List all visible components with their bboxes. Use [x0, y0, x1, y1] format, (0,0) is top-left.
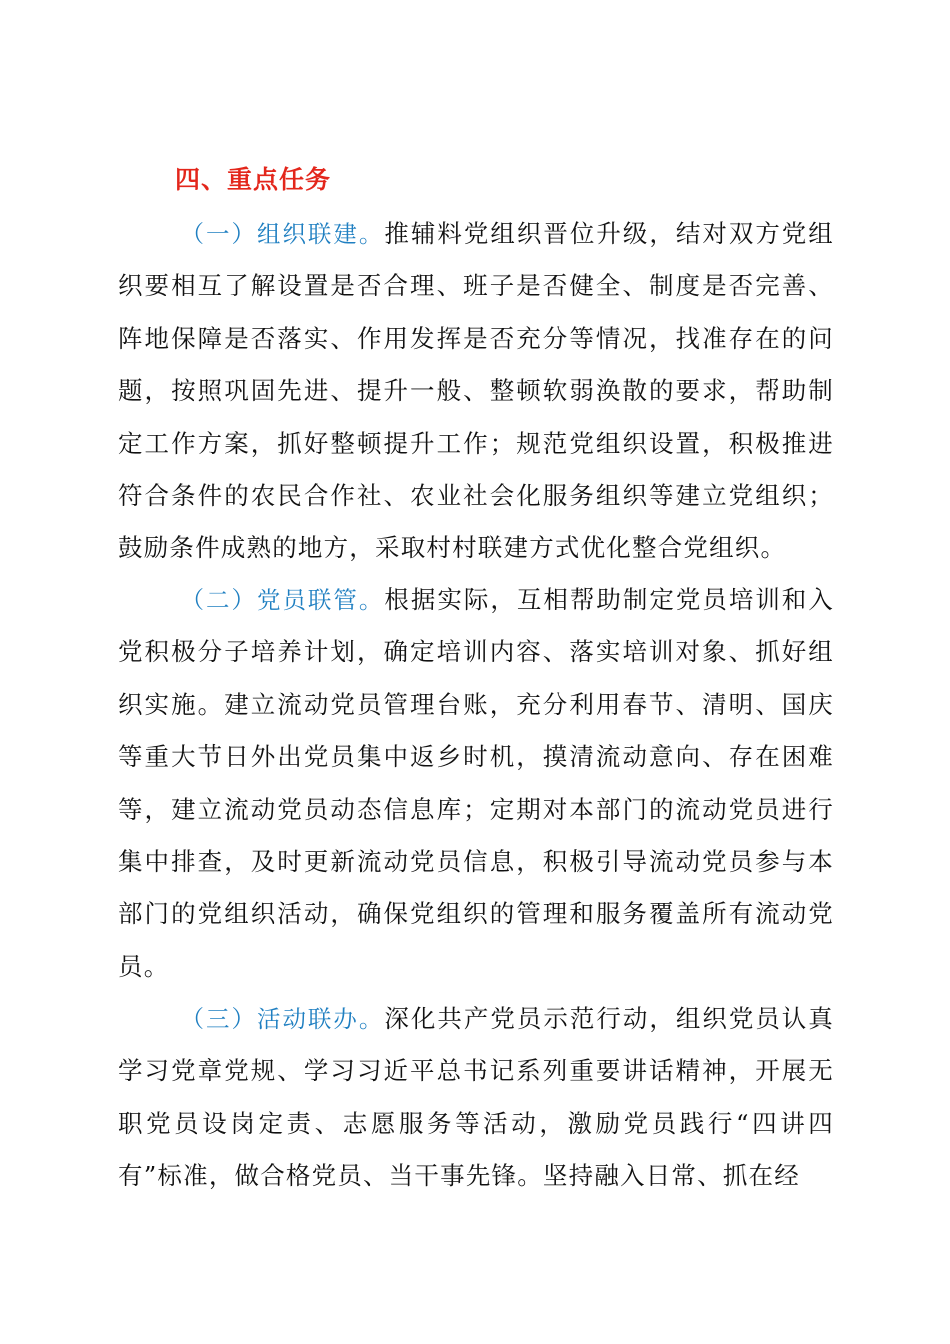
paragraph-lead: （二）党员联管。	[180, 586, 385, 614]
paragraph-organization	[118, 208, 834, 575]
paragraph-lead: （一）组织联建。	[180, 220, 385, 248]
paragraph-member-management	[118, 574, 834, 993]
section-heading: 四、重点任务	[175, 165, 332, 194]
paragraph-body: 推辅料党组织晋位升级，结对双方党组织要相互了解设置是否合理、班子是否健全、制度是否完善、阵地保障是否落实、作用发挥是否充分等情况，找准存在的问题，按照巩固先进、提升一般、整顿软弱涣散的要求，帮助制定工作方案，抓好整顿提升工作；规范党组织设置，积极推进符合条件的农民合作社、农业社会化服务组织等建立党组织；鼓励条件成熟的地方，采取村村联建方式优化整合党组织。	[118, 219, 834, 563]
paragraph-body: 根据实际，互相帮助制定党员培训和入党积极分子培养计划，确定培训内容、落实培训对象、抓好组织实施。建立流动党员管理台账，充分利用春节、清明、国庆等重大节日外出党员集中返乡时机，摸清流动意向、存在困难等，建立流动党员动态信息库；定期对本部门的流动党员进行集中排查，及时更新流动党员信息，积极引导流动党员参与本部门的党组织活动，确保党组织的管理和服务覆盖所有流动党员。	[118, 585, 834, 981]
paragraph-activities	[118, 993, 834, 1203]
paragraph-lead: （三）活动联办。	[180, 1005, 385, 1033]
paragraph-body: 深化共产党员示范行动，组织党员认真学习党章党规、学习习近平总书记系列重要讲话精神，开展无职党员设岗定责、志愿服务等活动，激励党员践行“四讲四有”标准，做合格党员、当干事先锋。坚持融入日常、抓在经	[118, 1004, 834, 1191]
